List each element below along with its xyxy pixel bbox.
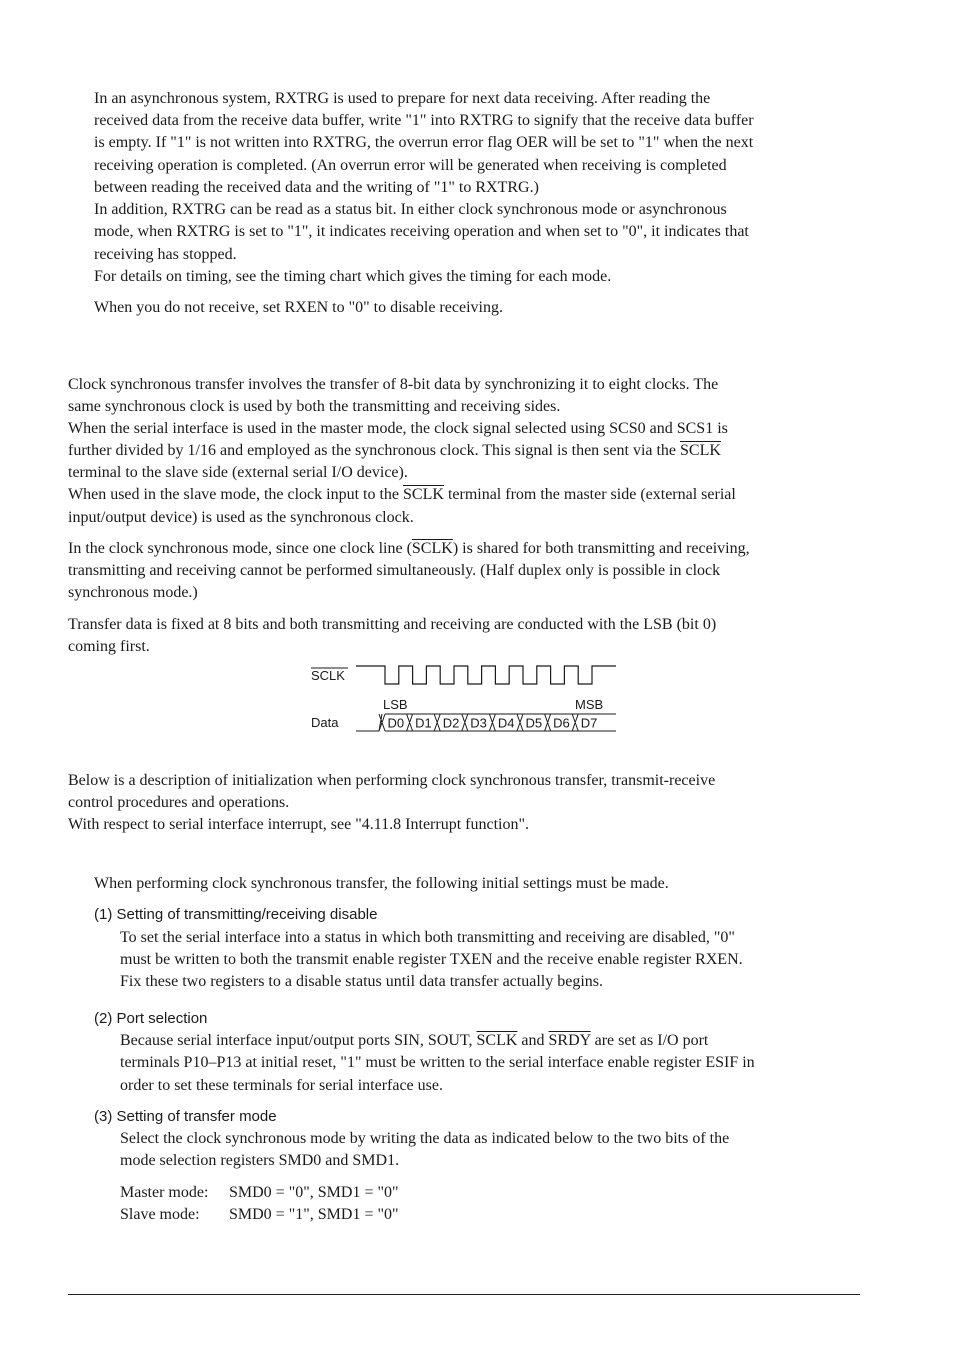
- slave-mode-setting: [120, 1204, 399, 1226]
- mode-value: SMD0 = "0", SMD1 = "0": [229, 1184, 399, 1201]
- text-line: Clock synchronous transfer involves the transfer of 8-bit data by synchronizing it to eight clocks. The: [68, 376, 719, 393]
- data-waveform: [356, 714, 616, 731]
- text-line: [68, 484, 736, 506]
- text-line: control procedures and operations.: [68, 794, 290, 811]
- text-span: terminal from the master side (external serial: [443, 486, 736, 503]
- data-bit-label: D0: [387, 715, 405, 731]
- async-paragraph-3: For details on timing, see the timing chart which gives the timing for each mode.: [94, 268, 612, 285]
- text-line: mode selection registers SMD0 and SMD1.: [120, 1152, 400, 1169]
- lsb-label: LSB: [383, 697, 408, 712]
- data-bit-label: D7: [580, 715, 598, 731]
- text-line: is empty. If "1" is not written into RXTRG, the overrun error flag OER will be set to "1" when the next: [94, 134, 754, 151]
- text-span: In the clock synchronous mode, since one clock line (: [68, 540, 412, 557]
- text-line: order to set these terminals for serial interface use.: [120, 1077, 443, 1094]
- msb-label: MSB: [575, 697, 604, 712]
- mode-label: Master mode:: [120, 1184, 209, 1201]
- text-span: When used in the slave mode, the clock input to the: [68, 486, 404, 503]
- text-line: must be written to both the transmit enable register TXEN and the receive enable register RXEN.: [120, 951, 743, 968]
- text-line: receiving has stopped.: [94, 246, 237, 263]
- text-span: are set as I/O port: [590, 1032, 709, 1049]
- sclk-signal-name: SCLK: [476, 1032, 518, 1049]
- text-line: between reading the received data and the writing of "1" to RXTRG.): [94, 179, 539, 196]
- text-line: synchronous mode.): [68, 584, 198, 601]
- sclk-signal-name: SCLK: [680, 442, 721, 459]
- item-3-heading: (3) Setting of transfer mode: [94, 1108, 277, 1125]
- text-line: Fix these two registers to a disable status until data transfer actually begins.: [120, 973, 603, 990]
- mode-label: Slave mode:: [120, 1206, 200, 1223]
- timing-diagram: [300, 658, 630, 740]
- text-line: Select the clock synchronous mode by writing the data as indicated below to the two bits of the: [120, 1130, 730, 1147]
- text-line: [68, 440, 721, 462]
- footer-rule: [68, 1294, 860, 1295]
- text-line: [68, 538, 750, 560]
- text-line: To set the serial interface into a status in which both transmitting and receiving are disabled, "0": [120, 929, 735, 946]
- text-line: When the serial interface is used in the master mode, the clock signal selected using SCS0 and SCS1 is: [68, 420, 728, 437]
- text-line: With respect to serial interface interrupt, see "4.11.8 Interrupt function".: [68, 816, 529, 833]
- text-line: coming first.: [68, 638, 150, 655]
- sclk-signal-name: SCLK: [403, 486, 444, 503]
- sclk-label: SCLK: [311, 668, 345, 683]
- text-line: received data from the receive data buffer, write "1" into RXTRG to signify that the receive data buffer: [94, 112, 754, 129]
- text-span: ) is shared for both transmitting and receiving,: [452, 540, 750, 557]
- text-line: terminal to the slave side (external serial I/O device).: [68, 464, 408, 481]
- data-bit-label: D4: [497, 715, 515, 731]
- data-bit-label: D1: [415, 715, 432, 731]
- data-bit-label: D6: [553, 715, 570, 731]
- init-intro: When performing clock synchronous transfer, the following initial settings must be made.: [94, 875, 669, 892]
- data-bit-label: D2: [442, 715, 460, 731]
- item-1-heading: (1) Setting of transmitting/receiving disable: [94, 906, 378, 923]
- text-line: In addition, RXTRG can be read as a status bit. In either clock synchronous mode or asynchronous: [94, 201, 727, 218]
- master-mode-setting: [120, 1182, 399, 1204]
- text-span: and: [517, 1032, 549, 1049]
- data-label: Data: [311, 715, 339, 730]
- data-bit-label: D3: [470, 715, 487, 731]
- sclk-waveform: [356, 666, 616, 684]
- sclk-signal-name: SCLK: [411, 540, 453, 557]
- text-line: transmitting and receiving cannot be performed simultaneously. (Half duplex only is possible in clock: [68, 562, 721, 579]
- text-line: receiving operation is completed. (An overrun error will be generated when receiving is completed: [94, 157, 727, 174]
- mode-value: SMD0 = "1", SMD1 = "0": [229, 1206, 399, 1223]
- text-line: In an asynchronous system, RXTRG is used to prepare for next data receiving. After reading the: [94, 90, 711, 107]
- text-span: Because serial interface input/output ports SIN, SOUT,: [120, 1032, 477, 1049]
- text-line: terminals P10–P13 at initial reset, "1" must be written to the serial interface enable register ESIF in: [120, 1054, 755, 1071]
- text-line: input/output device) is used as the synchronous clock.: [68, 509, 414, 526]
- text-span: further divided by 1/16 and employed as the synchronous clock. This signal is then sent via the: [68, 442, 681, 459]
- async-paragraph-4: When you do not receive, set RXEN to "0" to disable receiving.: [94, 299, 503, 316]
- text-line: Below is a description of initialization when performing clock synchronous transfer, transmit-receive: [68, 772, 716, 789]
- text-line: same synchronous clock is used by both the transmitting and receiving sides.: [68, 398, 561, 415]
- srdy-signal-name: SRDY: [548, 1032, 591, 1049]
- item-2-heading: (2) Port selection: [94, 1010, 208, 1027]
- text-line: [120, 1030, 708, 1052]
- data-bit-label: D5: [525, 715, 543, 731]
- text-line: Transfer data is fixed at 8 bits and both transmitting and receiving are conducted with the LSB (bit 0): [68, 616, 717, 633]
- text-line: mode, when RXTRG is set to "1", it indicates receiving operation and when set to "0", it indicates that: [94, 223, 749, 240]
